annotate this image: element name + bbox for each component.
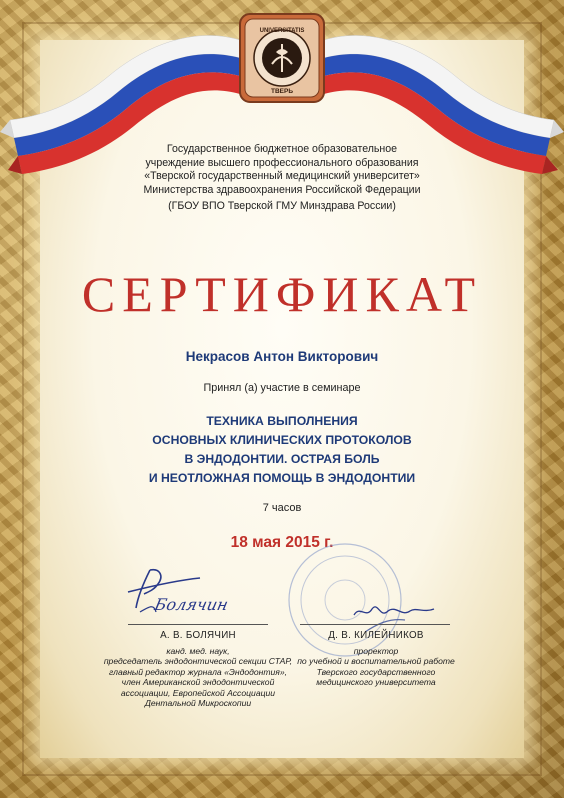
institution-header bbox=[60, 143, 504, 214]
seminar-line: В ЭНДОДОНТИИ. ОСТРАЯ БОЛЬ bbox=[184, 452, 380, 466]
desc-line: Дентальной Микроскопии bbox=[144, 698, 252, 709]
desc-line: председатель эндодонтической секции СТАР, bbox=[103, 656, 293, 667]
hours-count: 7 часов bbox=[262, 502, 302, 514]
svg-text:UNIVERSITATIS: UNIVERSITATIS bbox=[259, 28, 305, 34]
desc-line: ассоциации, Европейской Ассоциации bbox=[120, 687, 276, 698]
desc-line: по учебной и воспитательной работе bbox=[297, 656, 455, 667]
left-signature-line bbox=[128, 624, 268, 625]
right-signatory-description bbox=[276, 646, 476, 688]
desc-line: проректор bbox=[353, 646, 399, 656]
recipient-name: Некрасов Антон Викторович bbox=[185, 349, 379, 364]
seminar-line: И НЕОТЛОЖНАЯ ПОМОЩЬ В ЭНДОДОНТИИ bbox=[148, 471, 416, 485]
right-signature-line bbox=[300, 624, 450, 625]
seminar-line: ТЕХНИКА ВЫПОЛНЕНИЯ bbox=[206, 414, 358, 428]
svg-text:ТВЕРЬ: ТВЕРЬ bbox=[270, 88, 294, 95]
left-signature bbox=[120, 562, 280, 622]
certificate-title: СЕРТИФИКАТ bbox=[81, 266, 483, 322]
header-line: (ГБОУ ВПО Тверской ГМУ Минздрава России) bbox=[168, 200, 396, 213]
seminar-title bbox=[0, 412, 564, 488]
desc-line: главный редактор журнала «Эндодонтия», bbox=[108, 666, 288, 677]
header-line: Государственное бюджетное образовательное bbox=[166, 143, 398, 155]
left-signatory-name: А. В. БОЛЯЧИН bbox=[160, 630, 236, 641]
header-line: учреждение высшего профессионального образования bbox=[145, 156, 419, 169]
header-line: Министерства здравоохранения Российской Федерации bbox=[143, 183, 421, 196]
desc-line: канд. мед. наук, bbox=[166, 646, 230, 656]
participation-text: Принял (а) участие в семинаре bbox=[203, 382, 361, 394]
desc-line: медицинского университета bbox=[316, 677, 436, 688]
certificate-date: 18 мая 2015 г. bbox=[230, 534, 334, 551]
signature-text: Болячин bbox=[152, 595, 230, 614]
right-signature bbox=[350, 595, 440, 627]
header-line: «Тверской государственный медицинский университет» bbox=[144, 170, 420, 183]
desc-line: член Американской эндодонтической bbox=[121, 677, 275, 688]
university-emblem bbox=[238, 12, 326, 104]
seminar-line: ОСНОВНЫХ КЛИНИЧЕСКИХ ПРОТОКОЛОВ bbox=[152, 433, 412, 447]
right-signatory-name: Д. В. КИЛЕЙНИКОВ bbox=[328, 630, 424, 641]
desc-line: Тверского государственного bbox=[316, 666, 436, 677]
